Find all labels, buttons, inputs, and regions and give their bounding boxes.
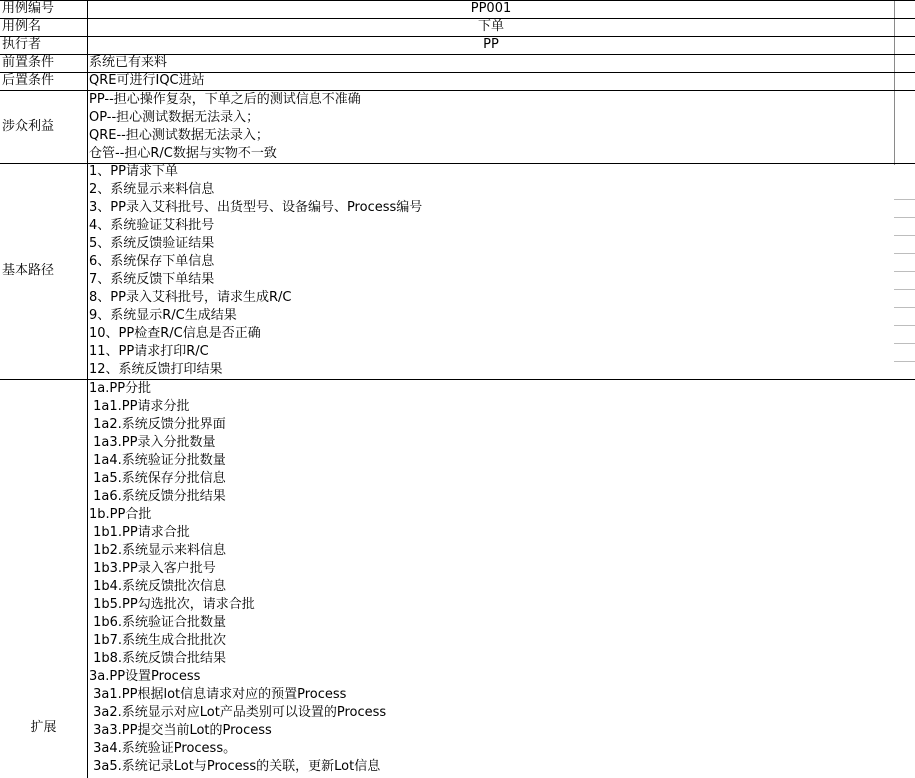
basic-path-step: 10、PP检查R/C信息是否正确 [89,326,261,341]
gridline [894,361,915,362]
basic-path-step: 8、PP录入艾科批号，请求生成R/C [89,290,292,305]
extension-line: 1b1.PP请求合批 [89,525,190,540]
case-id-value[interactable]: PP001 [470,1,512,16]
actor-label[interactable]: 执行者 [2,37,42,52]
gridline [894,199,915,200]
extension-line: 1b6.系统验证合批数量 [89,615,227,630]
extension-line: 3a1.PP根据lot信息请求对应的预置Process [89,687,347,702]
extension-line: 1a2.系统反馈分批界面 [89,417,226,432]
gridline [894,289,915,290]
basic-path-value[interactable] [89,163,894,379]
extension-line: 1b7.系统生成合批批次 [89,633,227,648]
right-column-divider [894,0,895,165]
extension-line: 1b8.系统反馈合批结果 [89,651,227,666]
basic-path-step: 1、PP请求下单 [89,164,178,179]
gridline [894,235,915,236]
extension-line: 1b.PP合批 [89,507,152,522]
extension-line: 1a4.系统验证分批数量 [89,453,226,468]
precondition-label[interactable]: 前置条件 [2,55,55,70]
gridline [894,217,915,218]
basic-path-step: 11、PP请求打印R/C [89,344,209,359]
stakeholder-line: OP--担心测试数据无法录入； [89,110,260,125]
case-name-label[interactable]: 用例名 [2,19,42,34]
extension-line: 1b2.系统显示来料信息 [89,543,227,558]
extension-line: 1b5.PP勾选批次，请求合批 [89,597,255,612]
extension-line: 3a2.系统显示对应Lot产品类别可以设置的Process [89,705,387,720]
postcondition-value[interactable]: QRE可进行IQC进站 [89,73,205,88]
basic-path-label[interactable]: 基本路径 [2,263,55,278]
column-divider [87,0,88,778]
case-id-label[interactable]: 用例编号 [2,1,55,16]
extension-line: 1a5.系统保存分批信息 [89,471,226,486]
extension-line: 3a3.PP提交当前Lot的Process [89,723,272,738]
extension-line: 1a6.系统反馈分批结果 [89,489,226,504]
basic-path-step: 2、系统显示来料信息 [89,182,215,197]
extension-line: 1b3.PP录入客户批号 [89,561,216,576]
extension-line: 3a4.系统验证Process。 [89,741,237,756]
extension-line: 1a.PP分批 [89,381,152,396]
stakeholders-label[interactable]: 涉众利益 [2,119,55,134]
extensions-value[interactable] [89,380,894,778]
gridline [894,325,915,326]
extension-line: 3a.PP设置Process [89,669,201,684]
stakeholder-line: 仓管--担心R/C数据与实物不一致 [89,146,277,161]
postcondition-label[interactable]: 后置条件 [2,73,55,88]
extension-line: 3a5.系统记录Lot与Process的关联，更新Lot信息 [89,759,381,774]
case-name-value[interactable]: 下单 [477,19,504,34]
extensions-label[interactable]: 扩展 [30,720,57,735]
extension-line: 1a1.PP请求分批 [89,399,190,414]
stakeholders-value[interactable] [89,91,894,163]
basic-path-step: 4、系统验证艾科批号 [89,218,215,233]
extension-line: 1b4.系统反馈批次信息 [89,579,227,594]
actor-value[interactable]: PP [483,37,499,52]
gridline [894,307,915,308]
extension-line: 1a3.PP录入分批数量 [89,435,216,450]
basic-path-step: 6、系统保存下单信息 [89,254,215,269]
gridline [894,343,915,344]
gridline [894,271,915,272]
gridline [894,253,915,254]
basic-path-step: 5、系统反馈验证结果 [89,236,215,251]
basic-path-step: 3、PP录入艾科批号、出货型号、设备编号、Process编号 [89,200,423,215]
basic-path-step: 12、系统反馈打印结果 [89,362,223,377]
stakeholder-line: QRE--担心测试数据无法录入； [89,128,269,143]
stakeholder-line: PP--担心操作复杂，下单之后的测试信息不准确 [89,92,361,107]
precondition-value[interactable]: 系统已有来料 [89,55,168,70]
basic-path-step: 7、系统反馈下单结果 [89,272,215,287]
basic-path-step: 9、系统显示R/C生成结果 [89,308,237,323]
